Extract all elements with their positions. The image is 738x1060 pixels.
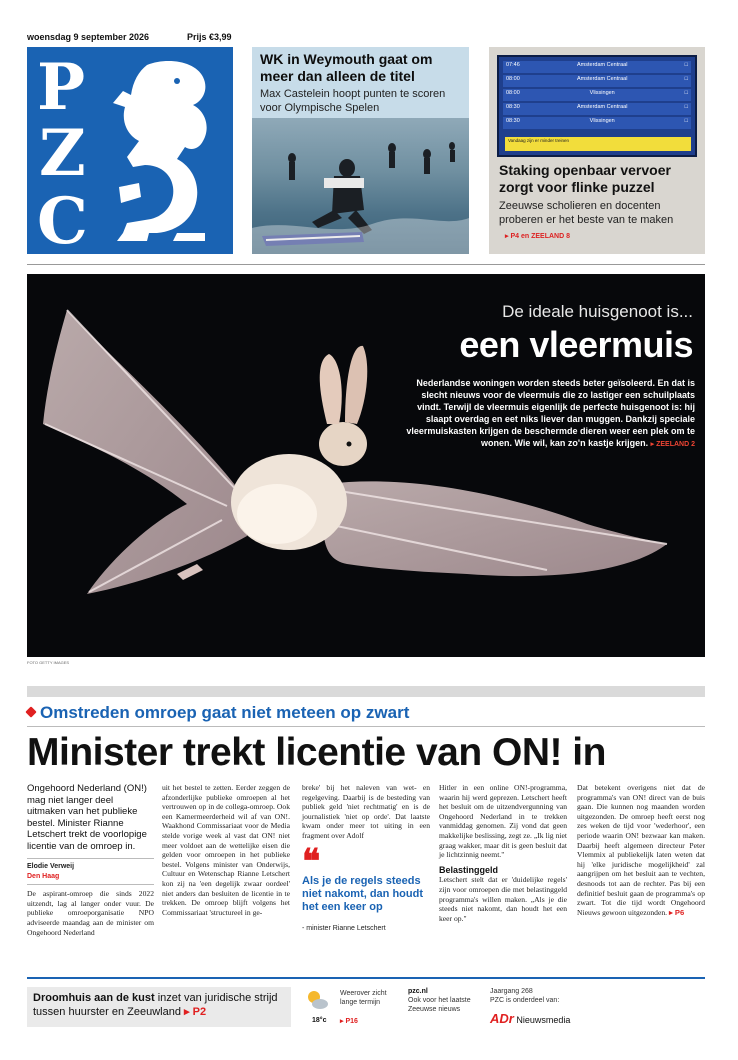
board-time: 08:30 <box>506 104 520 110</box>
footer-teaser-ref-label: P2 <box>192 1006 207 1018</box>
teaser-weymouth[interactable] <box>252 47 469 118</box>
board-dest: Amsterdam Centraal <box>577 76 628 82</box>
board-time: 07:46 <box>506 62 520 68</box>
story-intro: Ongehoord Nederland (ON!) mag niet langer deel uitmaken van het publieke bestel. Minister Rianne Letschert trekt de voorlopige licentie van de omroep in. <box>27 783 147 852</box>
pzc-logo-graphic <box>27 47 233 254</box>
story-column-1 <box>27 783 154 937</box>
teaser-weymouth-subtitle: Max Castelein hoopt punten te scoren voor Olympische Spelen <box>260 88 446 114</box>
departure-board-photo <box>497 55 697 157</box>
teaser-strike[interactable] <box>489 47 705 254</box>
story-col3-body: breke' bij het naleven van wet- en regelgeving. Daarbij is de besteding van publiek geld 'niet rechtmatig' en is de journalistiek 'niet op orde'. Dat laatste kwam onder meer tot uiting in een fragment over Adolf <box>302 783 430 840</box>
kicker-divider <box>27 726 705 727</box>
hero-ref: ▸ ZEELAND 2 <box>650 441 695 448</box>
story-col1-body: De aspirant-omroep die sinds 2022 uitzendt, lag al langer onder vuur. De publieke omroeporganisatie NPO adviseerde maandag aan de minister om Ongehoord Nederland <box>27 889 154 937</box>
board-dest: Vlissingen <box>589 118 615 124</box>
teaser-strike-title: Staking openbaar vervoer zorgt voor flinke puzzel <box>499 162 671 195</box>
header-divider <box>27 264 705 265</box>
board-time: 08:30 <box>506 118 520 124</box>
teaser-weymouth-title: WK in Weymouth gaat om meer dan alleen de titel <box>260 51 433 84</box>
story-col4-body2: Letschert stelt dat er 'duidelijke regels' zijn voor omroepen die met belastinggeld programma's willen maken. „Als je die steeds niet nakomt, dan houdt het een keer op." <box>439 875 567 923</box>
board-row <box>503 89 691 101</box>
photo-credit: FOTO GETTY IMAGES <box>27 660 70 665</box>
board-row <box>503 61 691 73</box>
board-dest: Amsterdam Centraal <box>577 104 628 110</box>
website-box[interactable] <box>408 987 498 1014</box>
footer-teaser-bold: Droomhuis aan de kust <box>33 992 155 1004</box>
story-author: Elodie Verweij <box>27 858 154 872</box>
teaser-strike-ref: ▸ P4 en ZEELAND 8 <box>505 233 570 240</box>
hero-body-text: Nederlandse woningen worden steeds beter geïsoleerd. En dat is slecht nieuws voor de vleermuis die zo lastiger een schuilplaats vindt. Terwijl de vleermuis eigenlijk de perfecte huisgenoot is: hij slaapt overdag en eet niks liever dan muggen. Dankzij speciale vleermuiskasten krijgen de beschermde dieren weer een plek om te wonen. Wie wil, kan zo'n kastje krijgen. <box>406 378 695 448</box>
story-column-3 <box>302 783 430 933</box>
story-col4-body: Hitler in een online ON!-programma, waarin hij werd geprezen. Letschert heeft het besluit om de uitzendvergunning van Ongehoord Nederland in te trekken vanmiddag genomen. Zij vond dat geen makkelijke beslissing, zegt ze. „Ik lig niet graag wakker, maar dit is geen besluit dat je lichtzinnig neemt." <box>439 783 567 860</box>
volume-number: Jaargang 268 <box>490 988 533 995</box>
website-text: Ook voor het laatste Zeeuwse nieuws <box>408 997 471 1013</box>
story-kicker-text: Omstreden omroep gaat niet meteen op zwart <box>40 703 410 722</box>
board-notice: Vandaag zijn er minder treinen <box>505 137 691 151</box>
section-strip <box>27 686 705 697</box>
svg-text:P: P <box>37 50 86 125</box>
story-column-4 <box>439 783 567 923</box>
svg-text:C: C <box>37 184 88 254</box>
kitesurf-illustration <box>252 118 469 254</box>
hero-ref-label: ZEELAND 2 <box>656 441 695 448</box>
board-box: □ <box>684 90 688 96</box>
hero-kicker: De ideale huisgenoot is... <box>502 302 693 321</box>
story-place: Den Haag <box>27 872 154 886</box>
kitesurf-photo <box>252 118 469 254</box>
weather-ref: ▸ P16 <box>340 1018 358 1025</box>
board-dest: Amsterdam Centraal <box>577 62 628 68</box>
weather-temp: 18°c <box>312 1017 327 1024</box>
board-row <box>503 75 691 87</box>
story-ref-label: P6 <box>674 907 685 917</box>
board-box: □ <box>684 104 688 110</box>
story-ref: ▸ P6 <box>668 907 685 917</box>
adr-logo <box>490 1011 570 1026</box>
bat-feature[interactable] <box>27 274 705 657</box>
adr-logo-text: Nieuwsmedia <box>516 1015 571 1025</box>
board-box: □ <box>684 118 688 124</box>
pull-quote-author: - minister Rianne Letschert <box>302 924 386 932</box>
issue-price: Prijs €3,99 <box>187 32 232 42</box>
issue-date: woensdag 9 september 2026 <box>27 32 150 42</box>
board-time: 08:00 <box>506 76 520 82</box>
board-box: □ <box>684 62 688 68</box>
red-diamond-icon <box>25 706 36 717</box>
story-headline[interactable]: Minister trekt licentie van ON! in <box>27 731 606 774</box>
weather-box[interactable] <box>300 987 402 1027</box>
weather-ref-label: P16 <box>345 1018 358 1025</box>
footer-teaser-ref: ▸ P2 <box>184 1006 207 1018</box>
story-column-5 <box>577 783 705 917</box>
website-url: pzc.nl <box>408 988 428 995</box>
svg-text:Z: Z <box>39 116 86 191</box>
story-column-2: uit het bestel te zetten. Eerder zeggen de afzonderlijke publieke omroepen al het vertrouwen op in de collega-omroep. Ook een Kamermeerderheid wil af van ON!. Waakhond Commissariaat voor de Media stelde vorige week al vast dat ON! niet meer voldoet aan de wettelijke eisen die gelden voor omroepen in het publieke bestel. Volgens minister van Onderwijs, Cultuur en Wetenschap Rianne Letschert kon zij na 'een degelijk zwaar oordeel' niet anders dan besluiten de licentie in te trekken. De omroep blijft volgens het Commissariaat 'structureel in ge- <box>162 783 290 917</box>
board-time: 08:00 <box>506 90 520 96</box>
board-row <box>503 117 691 129</box>
pzc-logo[interactable] <box>27 47 233 254</box>
teaser-strike-ref-label: P4 en ZEELAND 8 <box>510 233 570 240</box>
story-subhead: Belastinggeld <box>439 864 499 875</box>
sun-cloud-icon <box>306 989 328 1011</box>
adr-logo-mark: ADr <box>490 1011 514 1026</box>
footer-teaser-text: inzet van juridische strijd tussen huurster en Zeeuwland <box>33 992 278 1018</box>
hero-title: een vleermuis <box>459 324 693 365</box>
footer-divider <box>27 977 705 979</box>
footer-teaser[interactable] <box>27 987 291 1027</box>
pull-quote: Als je de regels steeds niet nakomt, dan houdt het een keer op <box>302 874 423 913</box>
weather-title: Weerover zicht lange termijn <box>340 990 387 1006</box>
hero-body <box>395 377 695 451</box>
story-kicker <box>27 703 409 723</box>
quote-mark-icon: ❝ <box>302 842 321 881</box>
publisher-box <box>490 987 620 1005</box>
teaser-strike-subtitle: Zeeuwse scholieren en docenten proberen er het beste van te maken <box>499 200 674 226</box>
story-col5-body: Dat betekent overigens niet dat de programma's van ON! direct van de buis gaan. Die kunnen nog maanden worden uitgezonden. De omroep heeft eerst nog zes weken de tijd voor 'wederhoor', een periode waarin ON! bezwaar kan maken. Daarbij heeft algemeen directeur Peter Vlemmix al publiekelijk laten weten dat hij 'elke juridische mogelijkheid' zal aangrijpen om het besluit aan te vechten, desnoods tot aan de rechter. Pas bij een definitief besluit gaan de programma's op zwart. Tot die tijd wordt Ongehoord Nieuws gewoon uitgezonden. <box>577 783 705 917</box>
publisher-label: PZC is onderdeel van: <box>490 997 560 1004</box>
board-box: □ <box>684 76 688 82</box>
board-row <box>503 103 691 115</box>
board-dest: Vlissingen <box>589 90 615 96</box>
